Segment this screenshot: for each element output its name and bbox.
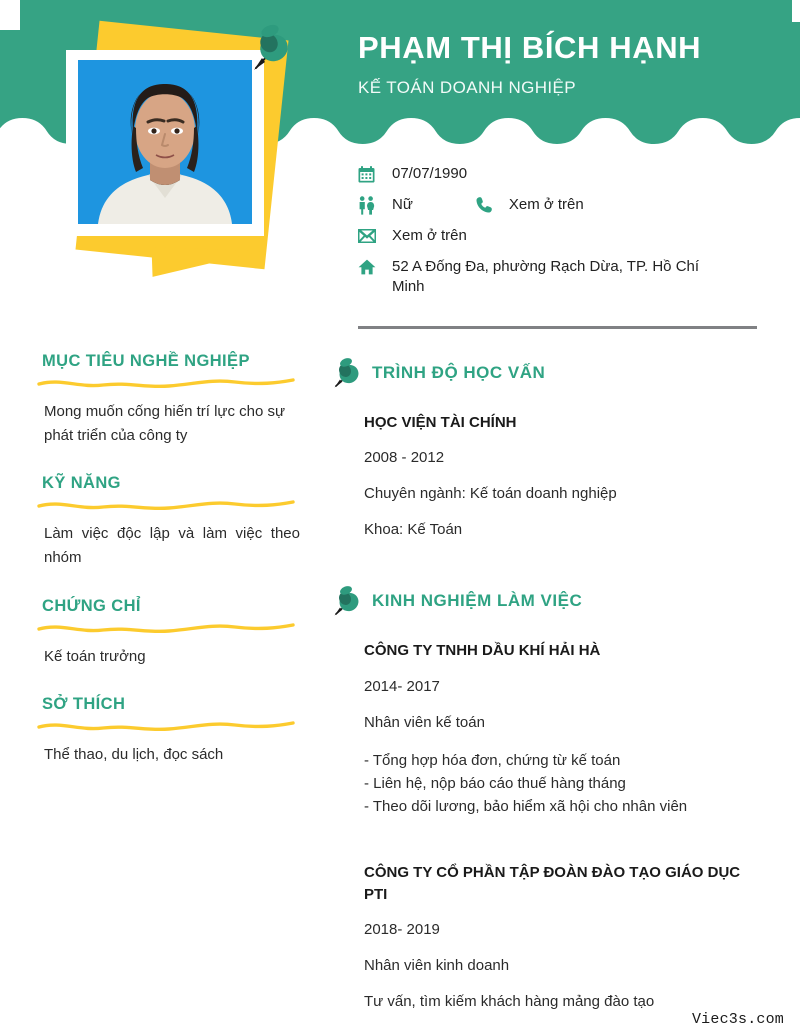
education-major: Chuyên ngành: Kế toán doanh nghiệp <box>364 485 617 503</box>
phone-icon <box>475 195 497 215</box>
education-faculty: Khoa: Kế Toán <box>364 521 463 539</box>
candidate-name: PHẠM THỊ BÍCH HẠNH <box>358 30 702 65</box>
experience-entry <box>364 640 780 818</box>
contact-row-email <box>358 226 758 248</box>
wavy-underline <box>37 376 295 390</box>
site-watermark: Viec3s.com <box>691 1011 784 1028</box>
wavy-underline <box>37 498 295 512</box>
calendar-icon <box>358 164 380 184</box>
corner-notch-right <box>792 0 800 22</box>
sidebar-heading: SỞ THÍCH <box>42 694 126 713</box>
address-value: 52 A Đống Đa, phường Rạch Dừa, TP. Hồ Chí Minh <box>392 258 700 296</box>
yellow-wedge-decoration <box>152 243 263 277</box>
experience-title: KINH NGHIỆM LÀM VIỆC <box>372 591 583 611</box>
photo-frame <box>66 50 264 236</box>
experience-bullets <box>364 749 780 819</box>
portrait-photo <box>78 60 252 224</box>
entry-gap <box>330 840 780 862</box>
sidebar-section-skills <box>42 474 300 570</box>
contact-row-birthday <box>358 164 758 186</box>
wavy-underline <box>37 621 295 635</box>
education-title: TRÌNH ĐỘ HỌC VẤN <box>372 362 546 382</box>
sidebar-section-objective <box>42 352 300 448</box>
header-title-block <box>358 30 701 98</box>
phone-value: Xem ở trên <box>508 196 584 213</box>
home-icon <box>358 257 380 277</box>
pushpin-icon <box>330 584 364 618</box>
contact-block <box>358 164 758 306</box>
section-gap <box>330 562 780 584</box>
contact-phone-group <box>475 195 584 215</box>
education-period: 2008 - 2012 <box>364 449 445 467</box>
education-org: HỌC VIỆN TÀI CHÍNH <box>364 414 517 431</box>
education-entry <box>364 412 780 540</box>
pushpin-icon <box>330 356 364 390</box>
birthday-value: 07/07/1990 <box>392 165 468 182</box>
experience-period: 2014- 2017 <box>364 677 440 695</box>
bullet-item: - Theo dõi lương, bảo hiểm xã hội cho nhân viên <box>364 798 688 816</box>
wavy-underline <box>37 719 295 733</box>
photo-zone <box>0 0 340 300</box>
experience-org: CÔNG TY TNHH DẦU KHÍ HẢI HÀ <box>364 642 601 660</box>
contact-divider <box>358 326 757 329</box>
experience-duty: Tư vấn, tìm kiếm khách hàng mảng đào tạo <box>364 992 655 1010</box>
sidebar <box>42 352 300 793</box>
email-value: Xem ở trên <box>392 227 467 244</box>
bullet-item: - Liên hệ, nộp báo cáo thuế hàng tháng <box>364 774 626 792</box>
bullet-item: - Tổng hợp hóa đơn, chứng từ kế toán <box>364 751 621 769</box>
sidebar-body: Thể thao, du lịch, đọc sách <box>44 745 224 763</box>
sidebar-body: Kế toán trưởng <box>44 647 146 665</box>
experience-header <box>330 584 780 618</box>
pushpin-icon <box>248 22 294 74</box>
experience-role: Nhân viên kinh doanh <box>364 956 510 974</box>
sidebar-heading: CHỨNG CHỈ <box>42 596 141 615</box>
sidebar-heading: MỤC TIÊU NGHỀ NGHIỆP <box>42 352 250 370</box>
experience-role: Nhân viên kế toán <box>364 713 485 731</box>
contact-row-address <box>358 257 758 297</box>
contact-row-gender-phone <box>358 195 758 217</box>
gender-icon <box>358 195 380 215</box>
envelope-icon <box>358 226 380 246</box>
sidebar-section-hobbies <box>42 695 300 767</box>
education-header <box>330 356 780 390</box>
experience-entry <box>364 862 780 1012</box>
candidate-job-title: KẾ TOÁN DOANH NGHIỆP <box>358 77 577 97</box>
experience-org: CÔNG TY CỔ PHẦN TẬP ĐOÀN ĐÀO TẠO GIÁO DỤC PTI <box>364 864 741 903</box>
sidebar-body: Làm việc độc lập và làm việc theo nhóm <box>44 525 300 567</box>
experience-period: 2018- 2019 <box>364 920 440 938</box>
gender-value: Nữ <box>392 196 413 213</box>
sidebar-heading: KỸ NĂNG <box>42 474 121 493</box>
sidebar-section-certificate <box>42 597 300 669</box>
sidebar-body: Mong muốn cống hiến trí lực cho sự phát triển của công ty <box>44 402 286 445</box>
right-column <box>330 356 780 1034</box>
